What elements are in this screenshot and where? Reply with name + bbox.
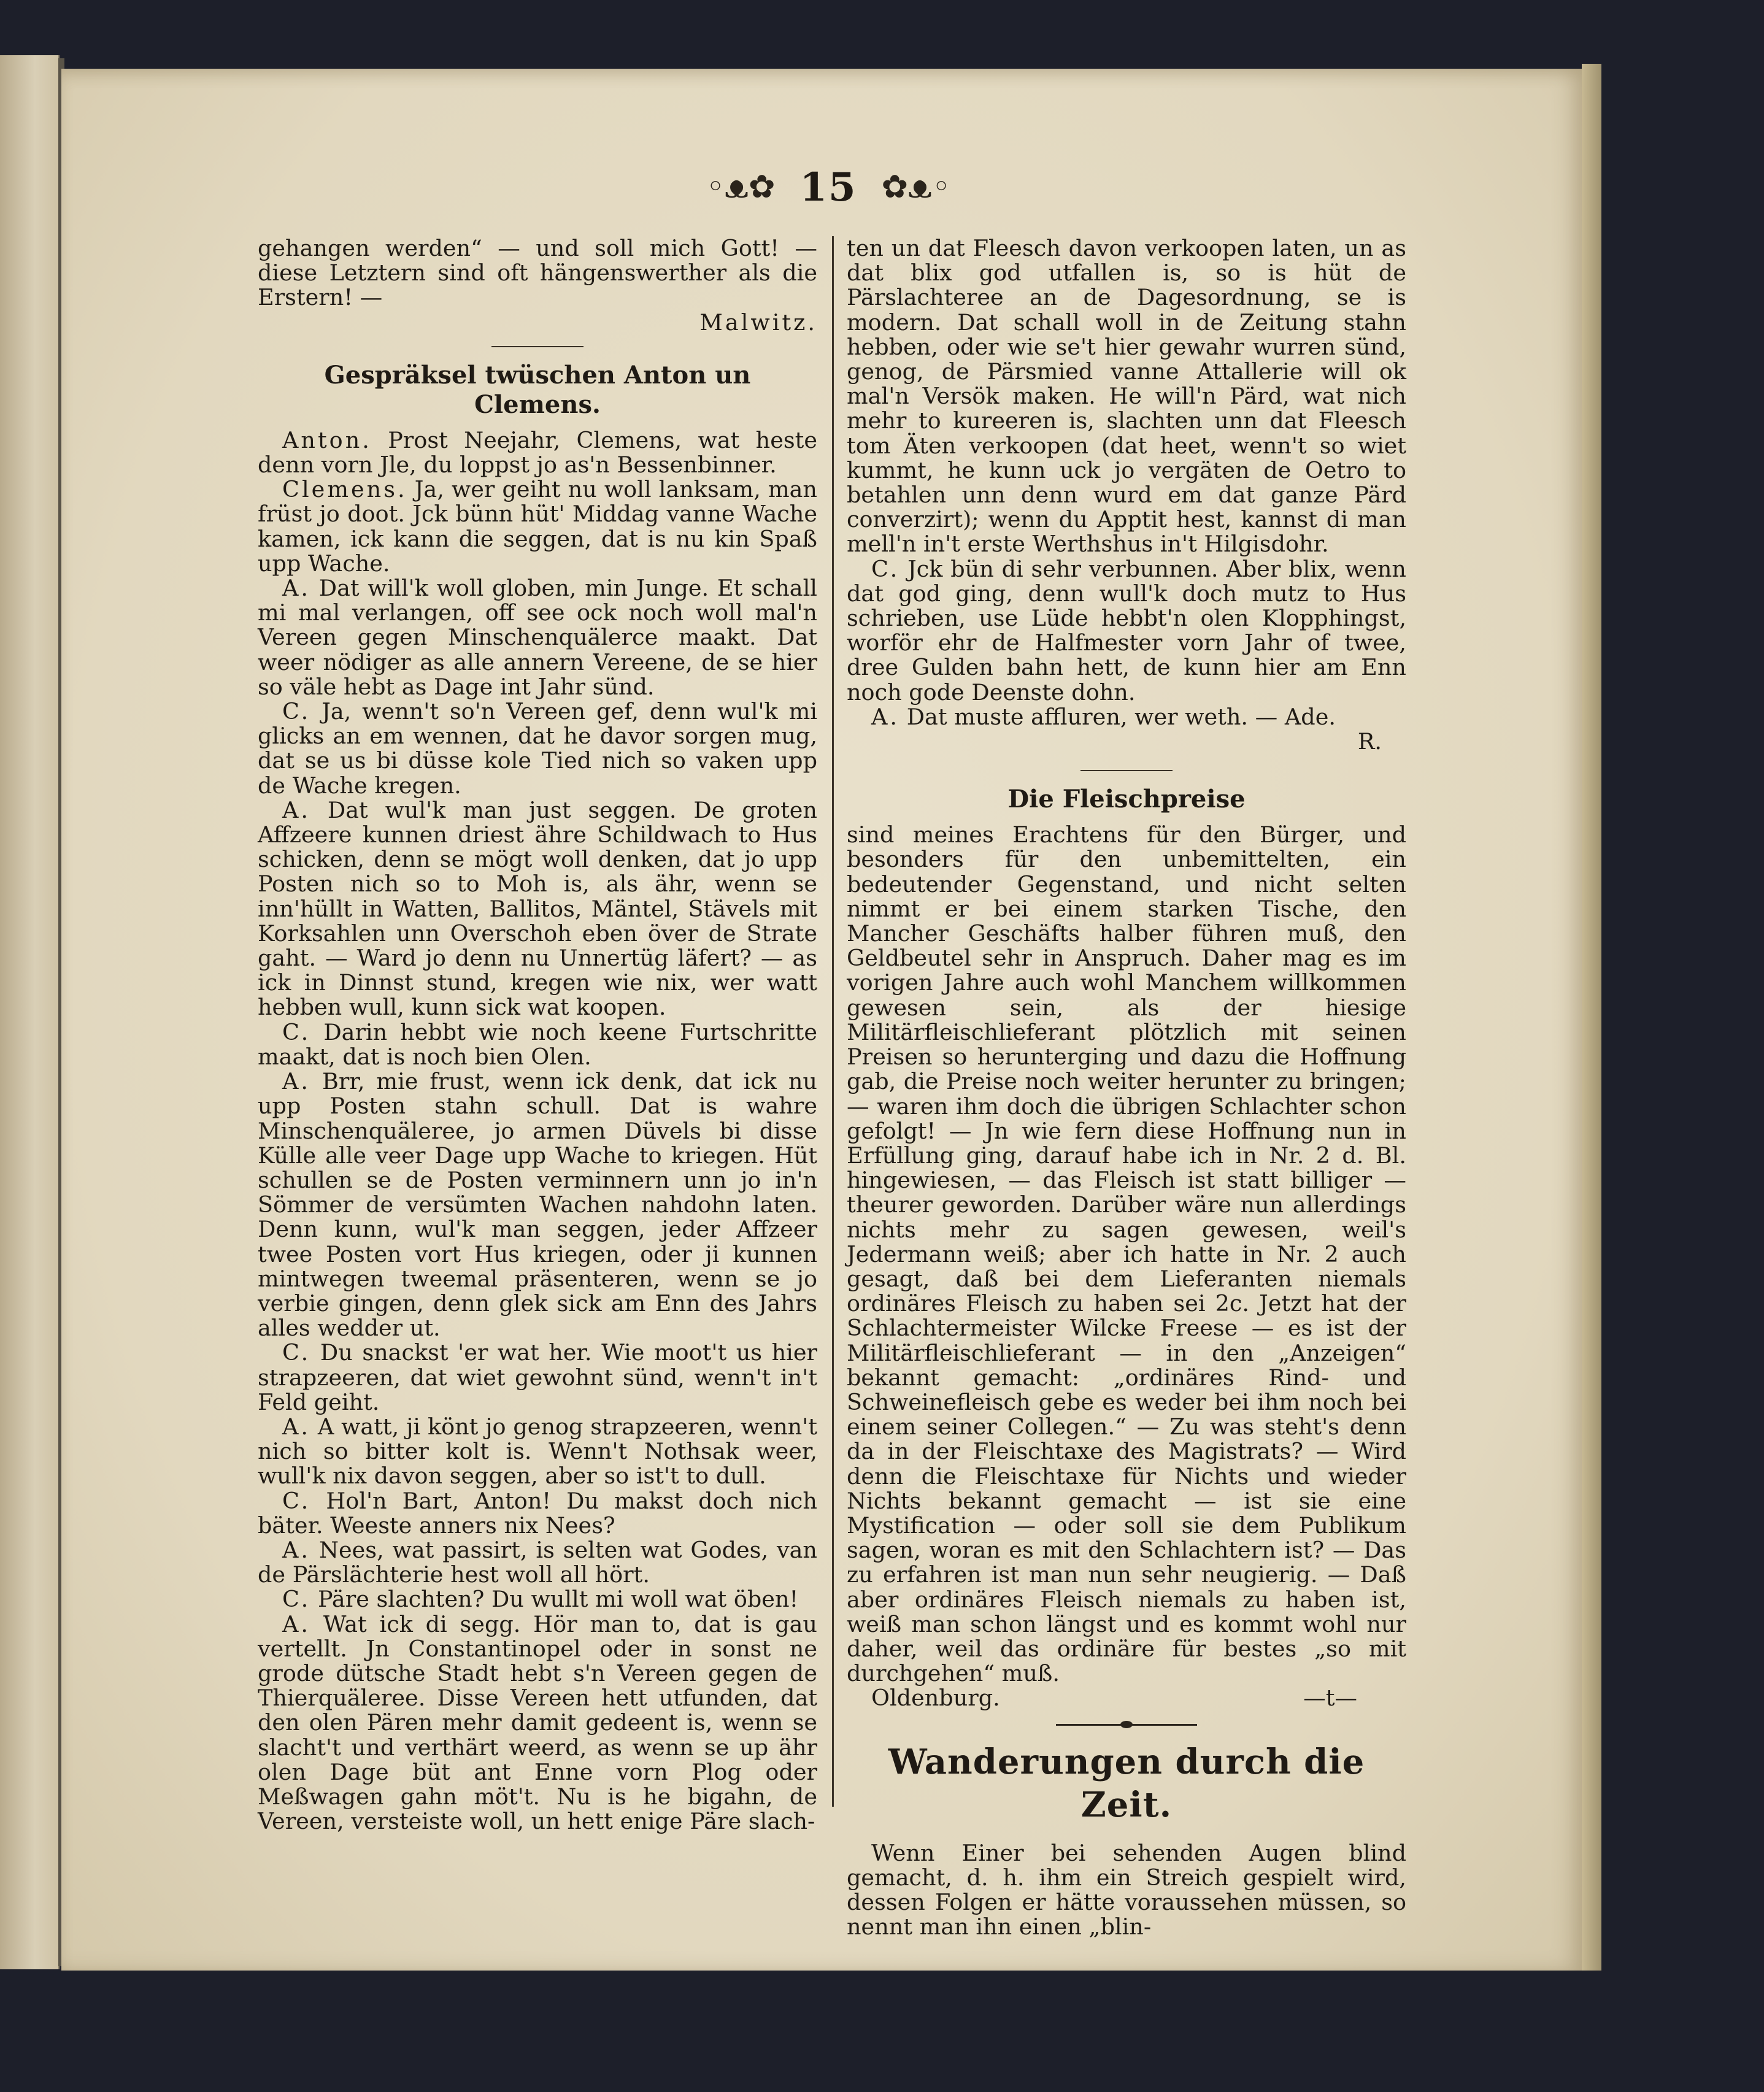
dialogue-line [258, 576, 817, 699]
dialogue-line [258, 798, 817, 1020]
speaker-label: C. [282, 1339, 311, 1366]
dialogue-line [847, 705, 1406, 729]
speaker-label: C. [282, 698, 311, 725]
fleischpreise-body: sind meines Erachtens für den Bürger, und besonders für den unbemittelten, ein bedeutender Gegenstand, und nicht selten nimmt er bei einem starken Tische, den Mancher Geschäfts halber führen muß, den Geldbeutel sehr in Anspruch. Daher mag es im vorigen Jahre auch wohl Manchem willkommen gewesen sein, als der hiesige Militärfleischlieferant plötzlich mit seinen Preisen so herunterging und dazu die Hoffnung gab, die Preise noch weiter herunter zu bringen; — waren ihm doch die übrigen Schlachter schon gefolgt! — Jn wie fern diese Hoffnung nun in Erfüllung ging, darauf habe ich in Nr. 2 d. Bl. hingewiesen, — das Fleisch ist statt billiger — theurer geworden. Darüber wäre nun allerdings nichts mehr zu sagen gewesen, weil's Jedermann weiß; aber ich hatte in Nr. 2 auch gesagt, daß bei dem Lieferanten niemals ordinäres Fleisch zu haben sei 2c. Jetzt hat der Schlachtermeister Wilcke Freese — es ist der Militärfleischlieferant — in den „Anzeigen“ bekannt gemacht: „ordinäres Rind- und Schweinefleisch gebe es weder bei ihm noch bei einem seiner Collegen.“ — Zu was steht's denn da in der Fleischtaxe des Magistrats? — Wird denn die Fleischtaxe für Nichts und wieder Nichts bekannt gemacht — ist sie eine Mystification — oder soll sie dem Publikum sagen, woran es mit den Schlachtern ist? — Das zu erfahren ist man nun sehr neugierig. — Daß aber ordinäres Fleisch niemals zu haben ist, weiß man schon längst und es kommt wohl nur daher, weil das ordinäre für bestes „so mit durchgehen“ muß. [847, 821, 1406, 1687]
speaker-label: A. [282, 1068, 311, 1095]
dialogue-line [258, 1587, 817, 1612]
ornament-divider [1056, 1721, 1197, 1728]
section-title-wanderungen: Wanderungen durch die Zeit. [888, 1741, 1365, 1825]
speaker-label: A. [282, 1536, 311, 1563]
dialogue-line [258, 477, 817, 576]
dialogue-text: Hol'n Bart, Anton! Du makst doch nich bäter. Weeste anners nix Nees? [258, 1487, 817, 1539]
page-header [699, 160, 957, 215]
speaker-label: C. [282, 1487, 311, 1514]
dialogue-text: Du snackst 'er wat her. Wie moot't us hier strapzeeren, dat wiet gewohnt sünd, wenn't in't Feld geiht. [258, 1339, 817, 1415]
section-title-fleischpreise: Die Fleischpreise [1007, 785, 1246, 814]
right-column [847, 236, 1406, 1939]
speaker-label: A. [282, 796, 311, 823]
intro-signature: Malwitz. [699, 309, 817, 336]
speaker-label: Anton. [282, 426, 372, 453]
dialogue-signature: R. [1357, 728, 1382, 755]
speaker-label: A. [871, 703, 900, 730]
dialogue-line [258, 699, 817, 798]
dialogue-text: A watt, ji könt jo genog strapzeeren, wenn't nich so bitter kolt is. Wenn't Nothsak weer, wull'k nix davon seggen, aber so ist't to dull. [258, 1413, 817, 1490]
dialogue-text: Päre slachten? Du wullt mi woll wat öben! [317, 1586, 799, 1613]
dialogue-line [258, 1489, 817, 1538]
dialogue-text: Nees, wat passirt, is selten wat Godes, van de Pärslächterie hest woll all hört. [258, 1536, 817, 1588]
intro-paragraph: gehangen werden“ — und soll mich Gott! — diese Letztern sind oft hängenswerther als die Erstern! — [258, 235, 817, 311]
speaker-label: Clemens. [282, 476, 407, 503]
left-ornament-icon: ◦ᴥ✿ [706, 169, 776, 206]
speaker-label: A. [282, 1610, 311, 1637]
dialogue-text: Darin hebbt wie noch keene Furtschritte maakt, dat is noch bien Olen. [258, 1018, 817, 1070]
dialogue-continued-block [847, 236, 1406, 729]
dialogue-text: Dat wul'k man just seggen. De groten Affzeere kunnen driest ähre Schildwach to Hus schicken, denn se mögt woll denken, dat jo upp Posten nich so to Moh is, als ähr, wenn se inn'hüllt in Watten, Ballitos, Mäntel, Stävels mit Korksahlen unn Overschoh eben över de Strate gaht. — Ward jo denn nu Unnertüg läfert? — as ick in Dinnst stund, kregen wie nix, wer watt hebben wull, kunn sick wat koopen. [258, 796, 817, 1021]
dialogue-text: Ja, wenn't so'n Vereen gef, denn wul'k mi glicks an em wennen, dat he davor sorgen mug, dat se us bi düsse kole Tied nich so vaken upp de Wache kregen. [258, 698, 817, 799]
place-name: Oldenburg. [871, 1685, 1000, 1712]
page-right-edge [1582, 64, 1601, 1971]
wanderungen-body: Wenn Einer bei sehenden Augen blind gemacht, d. h. ihm ein Streich gespielt wird, dessen Folgen er hätte voraussehen müssen, so nennt man ihn einen „blin- [847, 1839, 1406, 1940]
facing-page-edge [0, 55, 60, 1969]
dialogue-text: Ja, wer geiht nu woll lanksam, man früst jo doot. Jck bünn hüt' Middag vanne Wache kamen, ick kann die seggen, dat is nu kin Spaß upp Wache. [258, 476, 817, 577]
dialogue-block [258, 428, 817, 1834]
speaker-label: C. [871, 555, 900, 582]
dialogue-line [258, 1020, 817, 1069]
speaker-label: A. [282, 1413, 311, 1440]
speaker-label: C. [282, 1586, 311, 1613]
dialogue-line [258, 1538, 817, 1587]
dialogue-text: Prost Neejahr, Clemens, wat heste denn vorn Jle, du loppst jo as'n Bessenbinner. [258, 426, 817, 479]
dialogue-line [258, 1340, 817, 1415]
author-signature: —t— [1303, 1685, 1357, 1712]
dialogue-line [847, 557, 1406, 705]
speaker-label: A. [282, 575, 311, 602]
dialogue-text: Brr, mie frust, wenn ick denk, dat ick nu upp Posten stahn schull. Dat is wahre Minschenquäleree, jo armen Düvels bi disse Külle alle veer Dage upp Wache to kriegen. Hüt schullen se de Posten verminnern unn jo in'n Sömmer de versümten Wachen nahdohn laten. Denn kunn, wul'k man seggen, jeder Affzeer twee Posten vort Hus kriegen, oder ji kunnen mintwegen tweemal präsenteren, wenn se jo verbie gingen, denn glek sick am Enn des Jahrs alles wedder ut. [258, 1068, 817, 1342]
dialogue-line [847, 236, 1406, 557]
dialogue-line [258, 1612, 817, 1834]
left-column [258, 236, 817, 1834]
dialogue-text: ten un dat Fleesch davon verkoopen laten, un as dat blix god utfallen is, so is hüt de Pärslachteree an de Dagesordnung, se is modern. Dat schall woll in de Zeitung stahn hebben, oder wie se't hier gewahr wurren sünd, genog, de Pärsmied vanne Attallerie will ok mal'n Versök maken. He will'n Pärd, wat nich mehr to kureeren is, slachten unn dat Fleesch tom Äten verkoopen (dat heet, wenn't so wiet kummt, he kunn uck jo vergäten de Oetro to betahlen unn denn wurd em dat ganze Pärd converzirt); wenn du Apptit hest, kannst di man mell'n in't erste Werthshus in't Hilgisdohr. [847, 235, 1406, 558]
dialogue-text: Wat ick di segg. Hör man to, dat is gau vertellt. Jn Constantinopel oder in sonst ne grode dütsche Stadt hebt s'n Vereen gegen de Thierquäleree. Disse Vereen hett utfunden, dat den olen Pären mehr damit gedeent is, wenn se slacht't und verthärt weerd, as wenn se up ähr olen Dage büt ant Enne vorn Plog oder Meßwagen gahn möt't. Nu is he bigahn, de Vereen, versteiste woll, un hett enige Päre slach- [258, 1610, 817, 1835]
right-ornament-icon: ✿ᴥ◦ [881, 169, 951, 206]
dialogue-text: Dat muste affluren, wer weth. — Ade. [906, 703, 1336, 730]
dialogue-line [258, 1069, 817, 1340]
column-divider [832, 236, 834, 1807]
page-number: 15 [799, 164, 857, 210]
section-title-gespraeksel: Gespräksel twüschen Anton un Clemens. [324, 360, 751, 419]
section-divider [1080, 770, 1173, 771]
fleischpreise-signature-row [847, 1686, 1406, 1710]
dialogue-text: Dat will'k woll globen, min Junge. Et schall mi mal verlangen, off see ock noch woll mal'n Vereen gegen Minschenquälerce maakt. Dat weer nödiger as alle annern Vereene, de se hier so väle hebt as Dage int Jahr sünd. [258, 575, 817, 700]
dialogue-line [258, 428, 817, 477]
speaker-label: C. [282, 1018, 311, 1045]
section-divider [491, 346, 584, 347]
dialogue-line [258, 1415, 817, 1489]
dialogue-text: Jck bün di sehr verbunnen. Aber blix, wenn dat god ging, denn wull'k doch mutz to Hus schrieben, use Lüde hebbt'n olen Klopphingst, worför ehr de Halfmester vorn Jahr of twee, dree Gulden bahn hett, de kunn hier am Enn noch gode Deenste dohn. [847, 555, 1406, 706]
